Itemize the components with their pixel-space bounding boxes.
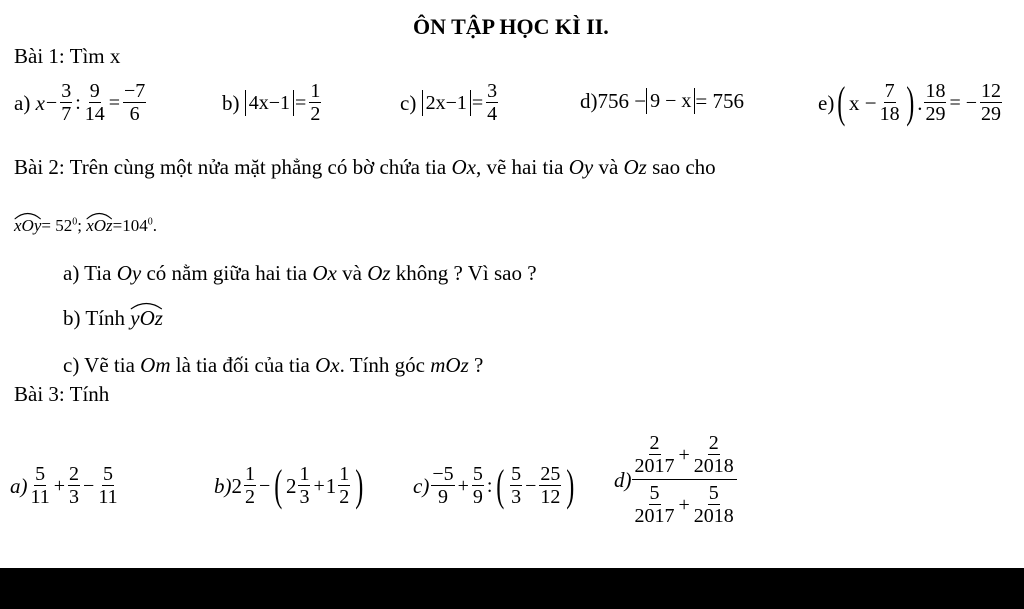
left-paren: ( [837,77,846,127]
numerator: −7 [124,80,146,102]
denominator: 9 [472,486,483,508]
angle-label: xOy [14,216,42,235]
denominator: 9 [437,486,448,508]
bai1-c [400,80,500,125]
right-paren: ) [355,460,364,510]
bai2-question-c [63,353,483,377]
bai3-c [413,460,578,510]
denominator: 2018 [693,505,734,527]
bai3-b [214,460,367,510]
numerator: 12 [981,80,1002,102]
denominator: 14 [84,103,105,125]
ray-ox: Ox [315,353,340,377]
plus-sign: + [678,443,690,466]
bai2-question-a [63,261,537,285]
fraction [30,463,51,508]
label: c) [400,90,417,115]
bai1-e [818,77,1004,127]
text: a) Tia [63,261,112,285]
fraction [486,80,498,125]
fraction [123,80,146,125]
degree-sign: 0 [72,216,78,228]
bottom-black-bar [0,568,1024,609]
fraction [879,80,901,125]
numerator: 3 [61,80,72,102]
ray-oy: Oy [568,155,594,179]
text: không ? Vì sao ? [395,261,537,285]
denominator: 2 [245,486,255,508]
bai1-a [14,80,148,125]
numerator: 2 [649,432,660,454]
label: a) [14,90,31,115]
bai2-statement [14,155,716,179]
bai2-angles [14,216,157,236]
fraction [244,463,256,508]
denominator: 2017 [634,455,675,477]
fraction [510,463,522,508]
whole-number: 1 [325,473,337,498]
numerator: 5 [472,463,483,485]
page-title: ÔN TẬP HỌC KÌ II. [413,14,609,39]
angle-xoz [86,216,112,236]
numerator: 25 [540,463,561,485]
label: c) [413,473,430,498]
numerator: 1 [310,80,321,102]
absolute-value: 4x−1 [245,90,294,116]
plus-sign: + [53,474,66,497]
fraction [298,463,310,508]
denominator: 2018 [693,455,734,477]
compound-denominator [632,480,737,527]
numerator: 5 [102,463,113,485]
fraction [472,463,484,508]
label: b) [214,473,232,498]
numerator: 9 [89,80,100,102]
text: Bài 2: Trên cùng một nửa mặt phẳng có bờ chứa tia [14,155,447,179]
bai1-heading: Bài 1: Tìm x [14,44,121,68]
minus-sign: − [525,474,537,497]
numerator: 1 [299,463,310,485]
absolute-value: 9 − x [646,88,695,114]
fraction [84,80,106,125]
numerator: 18 [925,80,946,102]
expression-part: = 756 [695,89,744,113]
text: có nằm giữa hai tia [146,261,308,285]
label: b) [222,90,240,115]
fraction [97,463,118,508]
ray-oz: Oz [367,261,391,285]
equals-sign: = [108,91,121,114]
numerator: 5 [649,482,660,504]
denominator: 3 [69,486,80,508]
fraction [539,463,561,508]
angle-yoz [130,306,163,330]
angle-value: = 52 [41,216,73,235]
label: a) [10,473,28,498]
numerator: 3 [487,80,498,102]
denominator: 4 [487,103,498,125]
text: c) Vẽ tia [63,353,135,377]
compound-numerator [632,432,737,480]
fraction [980,80,1002,125]
right-paren: ) [905,77,914,127]
text: b) Tính [63,306,126,330]
expression-part: x − [848,90,877,115]
numerator: 5 [708,482,719,504]
numerator: 7 [884,80,895,102]
denominator: 2017 [634,505,675,527]
fraction [338,463,350,508]
equals-sign: = [295,91,307,114]
var-x: x [35,90,45,115]
text: và [598,155,619,179]
fraction [634,482,676,527]
denominator: 12 [540,486,561,508]
compound-fraction [632,432,737,527]
label: d) [614,467,632,492]
numerator: 5 [511,463,522,485]
dot-sign: . [917,90,923,115]
bai1-b [222,80,323,125]
angle-label: xOz [86,216,113,235]
left-paren: ( [274,460,283,510]
numerator: 1 [245,463,255,485]
minus-sign: − [259,474,271,497]
minus-sign: − [83,474,95,497]
angle-label: yOz [130,306,163,330]
fraction [693,432,735,477]
fraction [634,432,676,477]
fraction [309,80,321,125]
denominator: 11 [30,486,50,508]
whole-number: 2 [285,473,297,498]
denominator: 6 [129,103,140,125]
bai3-d [614,432,737,527]
angle-moz: mOz [430,353,469,377]
denominator: 3 [511,486,522,508]
denominator: 2 [310,103,321,125]
text: , vẽ hai tia [475,155,564,179]
colon-sign: : [486,474,493,497]
text: và [342,261,362,285]
bai1-d [580,88,744,114]
denominator: 3 [299,486,310,508]
expression-part: 756 − [597,89,647,113]
bai3-heading: Bài 3: Tính [14,382,110,406]
ray-oz: Oz [623,155,647,179]
denominator: 18 [879,103,900,125]
whole-number: 2 [231,473,242,498]
absolute-value: 2x−1 [422,90,471,116]
period: . [152,216,157,235]
numerator: 1 [339,463,350,485]
fraction [68,463,80,508]
denominator: 11 [98,486,118,508]
label: d) [580,89,598,113]
left-paren: ( [496,460,505,510]
text: là tia đối của tia [175,353,310,377]
angle-xoy [14,216,41,236]
fraction [924,80,946,125]
bai3-a [10,463,121,508]
right-paren: ) [566,460,575,510]
fraction [431,463,454,508]
minus-sign: − [45,91,58,114]
ray-oy: Oy [116,261,142,285]
text: . Tính góc [339,353,425,377]
numerator: 5 [35,463,46,485]
denominator: 29 [925,103,946,125]
colon-sign: : [75,91,81,114]
fraction [693,482,735,527]
denominator: 29 [981,103,1002,125]
angle-value: =104 [112,216,148,235]
fraction [60,80,72,125]
ray-ox: Ox [312,261,337,285]
degree-sign: 0 [147,216,153,228]
equals-sign: = − [949,91,978,114]
denominator: 7 [61,103,72,125]
bai2-question-b [63,306,163,330]
ray-om: Om [140,353,171,377]
separator: ; [77,216,82,235]
text: sao cho [652,155,716,179]
numerator: 2 [708,432,719,454]
ray-ox: Ox [451,155,476,179]
plus-sign: + [678,493,690,516]
label: e) [818,90,835,115]
numerator: −5 [432,463,454,485]
equals-sign: = [471,91,484,114]
plus-sign: + [457,474,469,497]
denominator: 2 [339,486,350,508]
numerator: 2 [69,463,80,485]
plus-sign: + [313,474,325,497]
text: ? [474,353,484,377]
